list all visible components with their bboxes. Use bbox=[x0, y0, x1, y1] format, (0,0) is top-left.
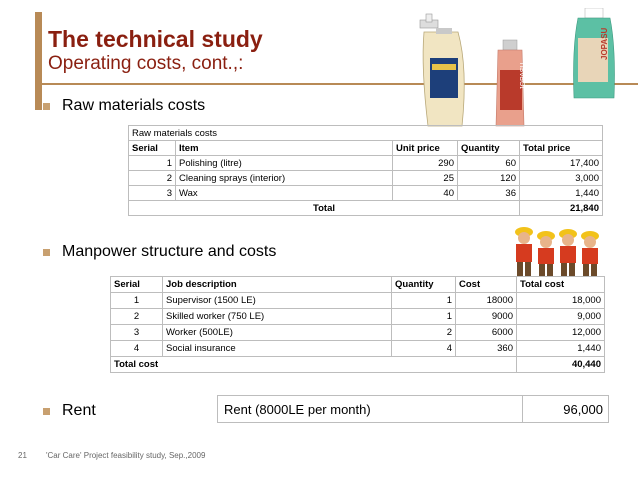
bullet-rent bbox=[43, 402, 96, 420]
raw-total-cell: 1,440 bbox=[520, 186, 603, 201]
spray-bottle bbox=[420, 14, 464, 126]
raw-quantity-cell: 36 bbox=[458, 186, 520, 201]
raw-serial-cell: 1 bbox=[129, 156, 176, 171]
worker-figures bbox=[515, 227, 599, 277]
raw-table-caption: Raw materials costs bbox=[129, 126, 603, 141]
raw-quantity-cell: 60 bbox=[458, 156, 520, 171]
mp-header-total-cost: Total cost bbox=[517, 277, 605, 293]
pink-bottle bbox=[496, 40, 527, 126]
raw-item-cell: Polishing (litre) bbox=[176, 156, 393, 171]
pink-bottle-brand: JOPASU bbox=[520, 62, 527, 90]
table-row bbox=[111, 341, 605, 357]
raw-header-total-price: Total price bbox=[520, 141, 603, 156]
raw-header-unit-price: Unit price bbox=[393, 141, 458, 156]
raw-total-label: Total bbox=[129, 201, 520, 216]
product-bottles-image bbox=[418, 8, 628, 128]
bullet-marker bbox=[43, 408, 50, 415]
mp-total-spacer bbox=[163, 357, 517, 373]
workers-image bbox=[510, 226, 610, 278]
mp-job-cell: Supervisor (1500 LE) bbox=[163, 293, 392, 309]
bullet-raw-materials bbox=[43, 97, 205, 115]
raw-header-item: Item bbox=[176, 141, 393, 156]
table-row bbox=[111, 309, 605, 325]
mp-header-serial: Serial bbox=[111, 277, 163, 293]
mp-cost-cell: 360 bbox=[456, 341, 517, 357]
green-bottle bbox=[574, 8, 615, 98]
raw-total-cell: 3,000 bbox=[520, 171, 603, 186]
mp-total-row bbox=[111, 357, 605, 373]
table-row bbox=[129, 186, 603, 201]
mp-total-value: 40,440 bbox=[517, 357, 605, 373]
raw-header-serial: Serial bbox=[129, 141, 176, 156]
raw-total-row bbox=[129, 201, 603, 216]
mp-job-cell: Skilled worker (750 LE) bbox=[163, 309, 392, 325]
footer-text: 'Car Care' Project feasibility study, Sep.,2009 bbox=[46, 451, 206, 460]
rent-label: Rent (8000LE per month) bbox=[218, 396, 523, 422]
table-row bbox=[129, 171, 603, 186]
mp-job-cell: Worker (500LE) bbox=[163, 325, 392, 341]
mp-quantity-cell: 2 bbox=[392, 325, 456, 341]
mp-total-cell: 9,000 bbox=[517, 309, 605, 325]
raw-total-cell: 17,400 bbox=[520, 156, 603, 171]
mp-header-quantity: Quantity bbox=[392, 277, 456, 293]
mp-header-cost: Cost bbox=[456, 277, 517, 293]
bullet-manpower bbox=[43, 243, 276, 261]
raw-serial-cell: 3 bbox=[129, 186, 176, 201]
mp-header-job: Job description bbox=[163, 277, 392, 293]
mp-quantity-cell: 4 bbox=[392, 341, 456, 357]
raw-materials-table bbox=[128, 125, 603, 216]
mp-total-label: Total cost bbox=[111, 357, 163, 373]
table-row bbox=[129, 156, 603, 171]
mp-cost-cell: 18000 bbox=[456, 293, 517, 309]
bullet-manpower-text: Manpower structure and costs bbox=[62, 243, 277, 260]
bullet-raw-materials-text: Raw materials costs bbox=[62, 97, 206, 114]
mp-serial-cell: 3 bbox=[111, 325, 163, 341]
bullet-rent-text: Rent bbox=[62, 402, 96, 419]
bullet-marker bbox=[43, 249, 50, 256]
mp-serial-cell: 2 bbox=[111, 309, 163, 325]
table-row bbox=[111, 293, 605, 309]
mp-total-cell: 12,000 bbox=[517, 325, 605, 341]
raw-quantity-cell: 120 bbox=[458, 171, 520, 186]
mp-job-cell: Social insurance bbox=[163, 341, 392, 357]
mp-serial-cell: 1 bbox=[111, 293, 163, 309]
green-bottle-brand: JOPASU bbox=[600, 27, 609, 60]
raw-total-value: 21,840 bbox=[520, 201, 603, 216]
mp-cost-cell: 9000 bbox=[456, 309, 517, 325]
bullet-marker bbox=[43, 103, 50, 110]
mp-total-cell: 1,440 bbox=[517, 341, 605, 357]
slide-title: The technical study bbox=[48, 26, 263, 52]
mp-quantity-cell: 1 bbox=[392, 309, 456, 325]
title-accent-bar bbox=[35, 12, 42, 110]
mp-quantity-cell: 1 bbox=[392, 293, 456, 309]
raw-item-cell: Wax bbox=[176, 186, 393, 201]
mp-total-cell: 18,000 bbox=[517, 293, 605, 309]
raw-serial-cell: 2 bbox=[129, 171, 176, 186]
raw-header-quantity: Quantity bbox=[458, 141, 520, 156]
manpower-table bbox=[110, 276, 605, 373]
raw-unit-price-cell: 290 bbox=[393, 156, 458, 171]
slide-subtitle: Operating costs, cont.,: bbox=[48, 53, 244, 74]
page-number: 21 bbox=[18, 451, 27, 460]
mp-cost-cell: 6000 bbox=[456, 325, 517, 341]
rent-value: 96,000 bbox=[563, 401, 603, 417]
table-row bbox=[111, 325, 605, 341]
raw-unit-price-cell: 25 bbox=[393, 171, 458, 186]
rent-box bbox=[217, 395, 609, 423]
mp-serial-cell: 4 bbox=[111, 341, 163, 357]
raw-unit-price-cell: 40 bbox=[393, 186, 458, 201]
raw-item-cell: Cleaning sprays (interior) bbox=[176, 171, 393, 186]
